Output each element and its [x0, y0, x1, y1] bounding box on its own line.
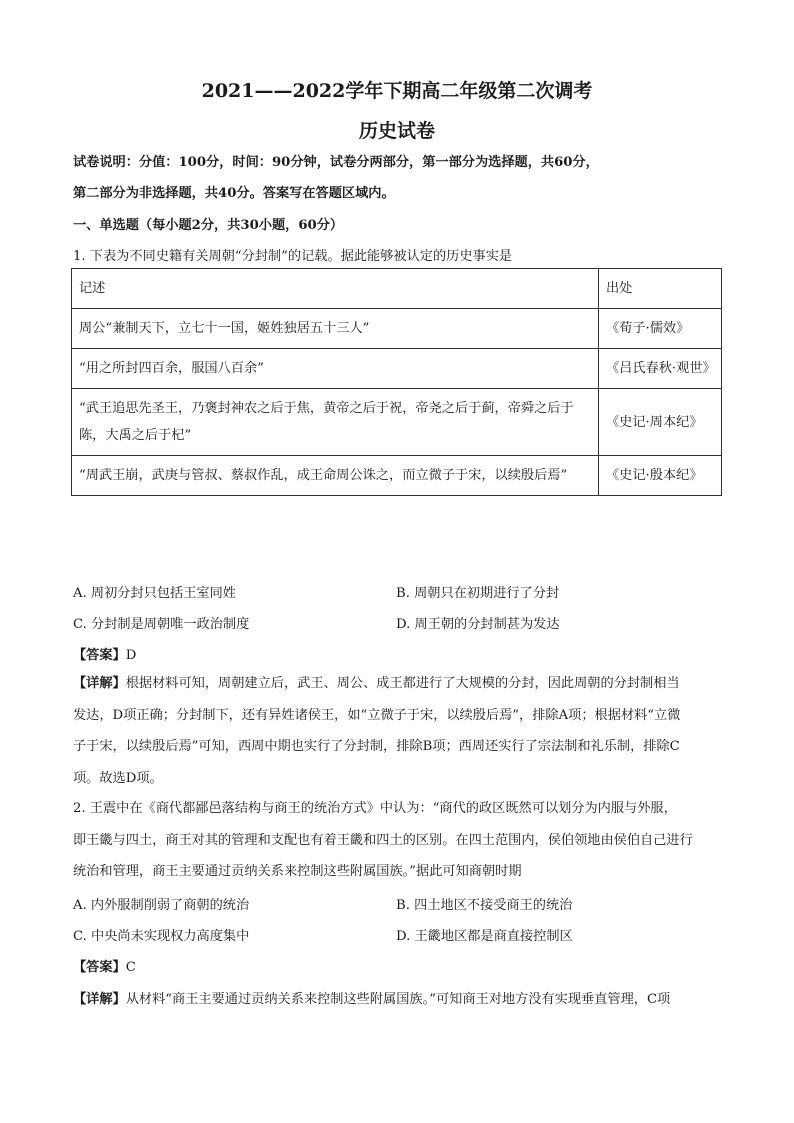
section-heading: 一、单选题（每小题2分，共30小题，60分） [73, 218, 344, 233]
explanation-line: 发达，D项正确；分封制下，还有异姓诸侯王，如“立微子于宋，以续殷后焉”，排除A项；根据材料“立微 [73, 707, 681, 723]
question-2-explanation [73, 988, 670, 1007]
question-1-stem: 1. 下表为不同史籍有关周朝“分封制”的记载。据此能够被认定的历史事实是 [73, 249, 513, 264]
question-1-table [71, 268, 722, 496]
table-row [72, 349, 722, 389]
stem-line: 即王畿与四土，商王对其的管理和支配也有着王畿和四土的区别。在四土范围内，侯伯领地由侯伯自己进行 [73, 832, 693, 848]
exam-subtitle: 历史试卷 [358, 120, 435, 142]
question-2-stem [73, 793, 723, 888]
question-1-explanation [73, 668, 723, 794]
explain-tag: 【详解】 [73, 992, 126, 1007]
table-header-source: 出处 [599, 269, 722, 309]
answer-value: C [125, 960, 136, 975]
stem-line: 统治和管理，商王主要通过贡纳关系来控制这些附属国族。”据此可知商朝时期 [73, 864, 522, 879]
question-2-option-a: A. 内外服制削弱了商朝的统治 [73, 898, 250, 913]
table-row [72, 389, 722, 456]
table-cell-source: 《史记·殷本纪》 [599, 456, 722, 496]
answer-tag: 【答案】 [73, 960, 126, 975]
question-1-option-b: B. 周朝只在初期进行了分封 [396, 586, 560, 601]
instructions-line-2: 第二部分为非选择题，共40分。答案写在答题区域内。 [73, 186, 395, 201]
question-2-option-b: B. 四土地区不接受商王的统治 [396, 898, 573, 913]
question-2-option-c: C. 中央尚未实现权力高度集中 [73, 929, 250, 944]
table-cell-record: “周武王崩，武庚与管叔、蔡叔作乱，成王命周公诛之，而立微子于宋，以续殷后焉” [72, 456, 599, 496]
explanation-line: 从材料“商王主要通过贡纳关系来控制这些附属国族。”可知商王对地方没有实现垂直管理，C项 [125, 992, 671, 1007]
table-cell-record: “武王追思先圣王，乃褒封神农之后于焦，黄帝之后于祝，帝尧之后于蓟，帝舜之后于陈，大禹之后于杞” [72, 389, 599, 456]
exam-title: 2021——2022学年下期高二年级第二次调考 [201, 80, 593, 102]
table-header-record: 记述 [72, 269, 599, 309]
instructions-line-1: 试卷说明：分值：100分，时间：90分钟，试卷分两部分，第一部分为选择题，共60分， [73, 155, 599, 170]
question-1-option-c: C. 分封制是周朝唯一政治制度 [73, 617, 250, 632]
question-1-option-d: D. 周王朝的分封制甚为发达 [396, 617, 560, 632]
table-cell-record: “用之所封四百余，服国八百余” [72, 349, 599, 389]
question-1-option-a: A. 周初分封只包括王室同姓 [73, 586, 236, 601]
table-row [72, 309, 722, 349]
question-2-option-d: D. 王畿地区都是商直接控制区 [396, 929, 573, 944]
answer-value: D [125, 648, 137, 663]
table-cell-record: 周公“兼制天下，立七十一国，姬姓独居五十三人” [72, 309, 599, 349]
question-2-answer [73, 956, 136, 975]
table-row [72, 456, 722, 496]
explain-tag: 【详解】 [73, 676, 126, 691]
stem-line: 2. 王震中在《商代都鄙邑落结构与商王的统治方式》中认为：“商代的政区既然可以划分为内服与外服， [73, 801, 677, 816]
question-1-answer [73, 644, 136, 663]
answer-tag: 【答案】 [73, 648, 126, 663]
table-cell-source: 《吕氏春秋·观世》 [599, 349, 722, 389]
table-header-row [72, 269, 722, 309]
table-cell-source: 《荀子·儒效》 [599, 309, 722, 349]
explanation-line: 【详解】根据材料可知，周朝建立后，武王、周公、成王都进行了大规模的分封，因此周朝的分封制相当 [73, 676, 680, 691]
explanation-line: 项。故选D项。 [73, 770, 163, 786]
explanation-line: 子于宋，以续殷后焉”可知，西周中期也实行了分封制，排除B项；西周还实行了宗法制和礼乐制，排除C [73, 739, 680, 754]
table-cell-source: 《史记·周本纪》 [599, 389, 722, 456]
